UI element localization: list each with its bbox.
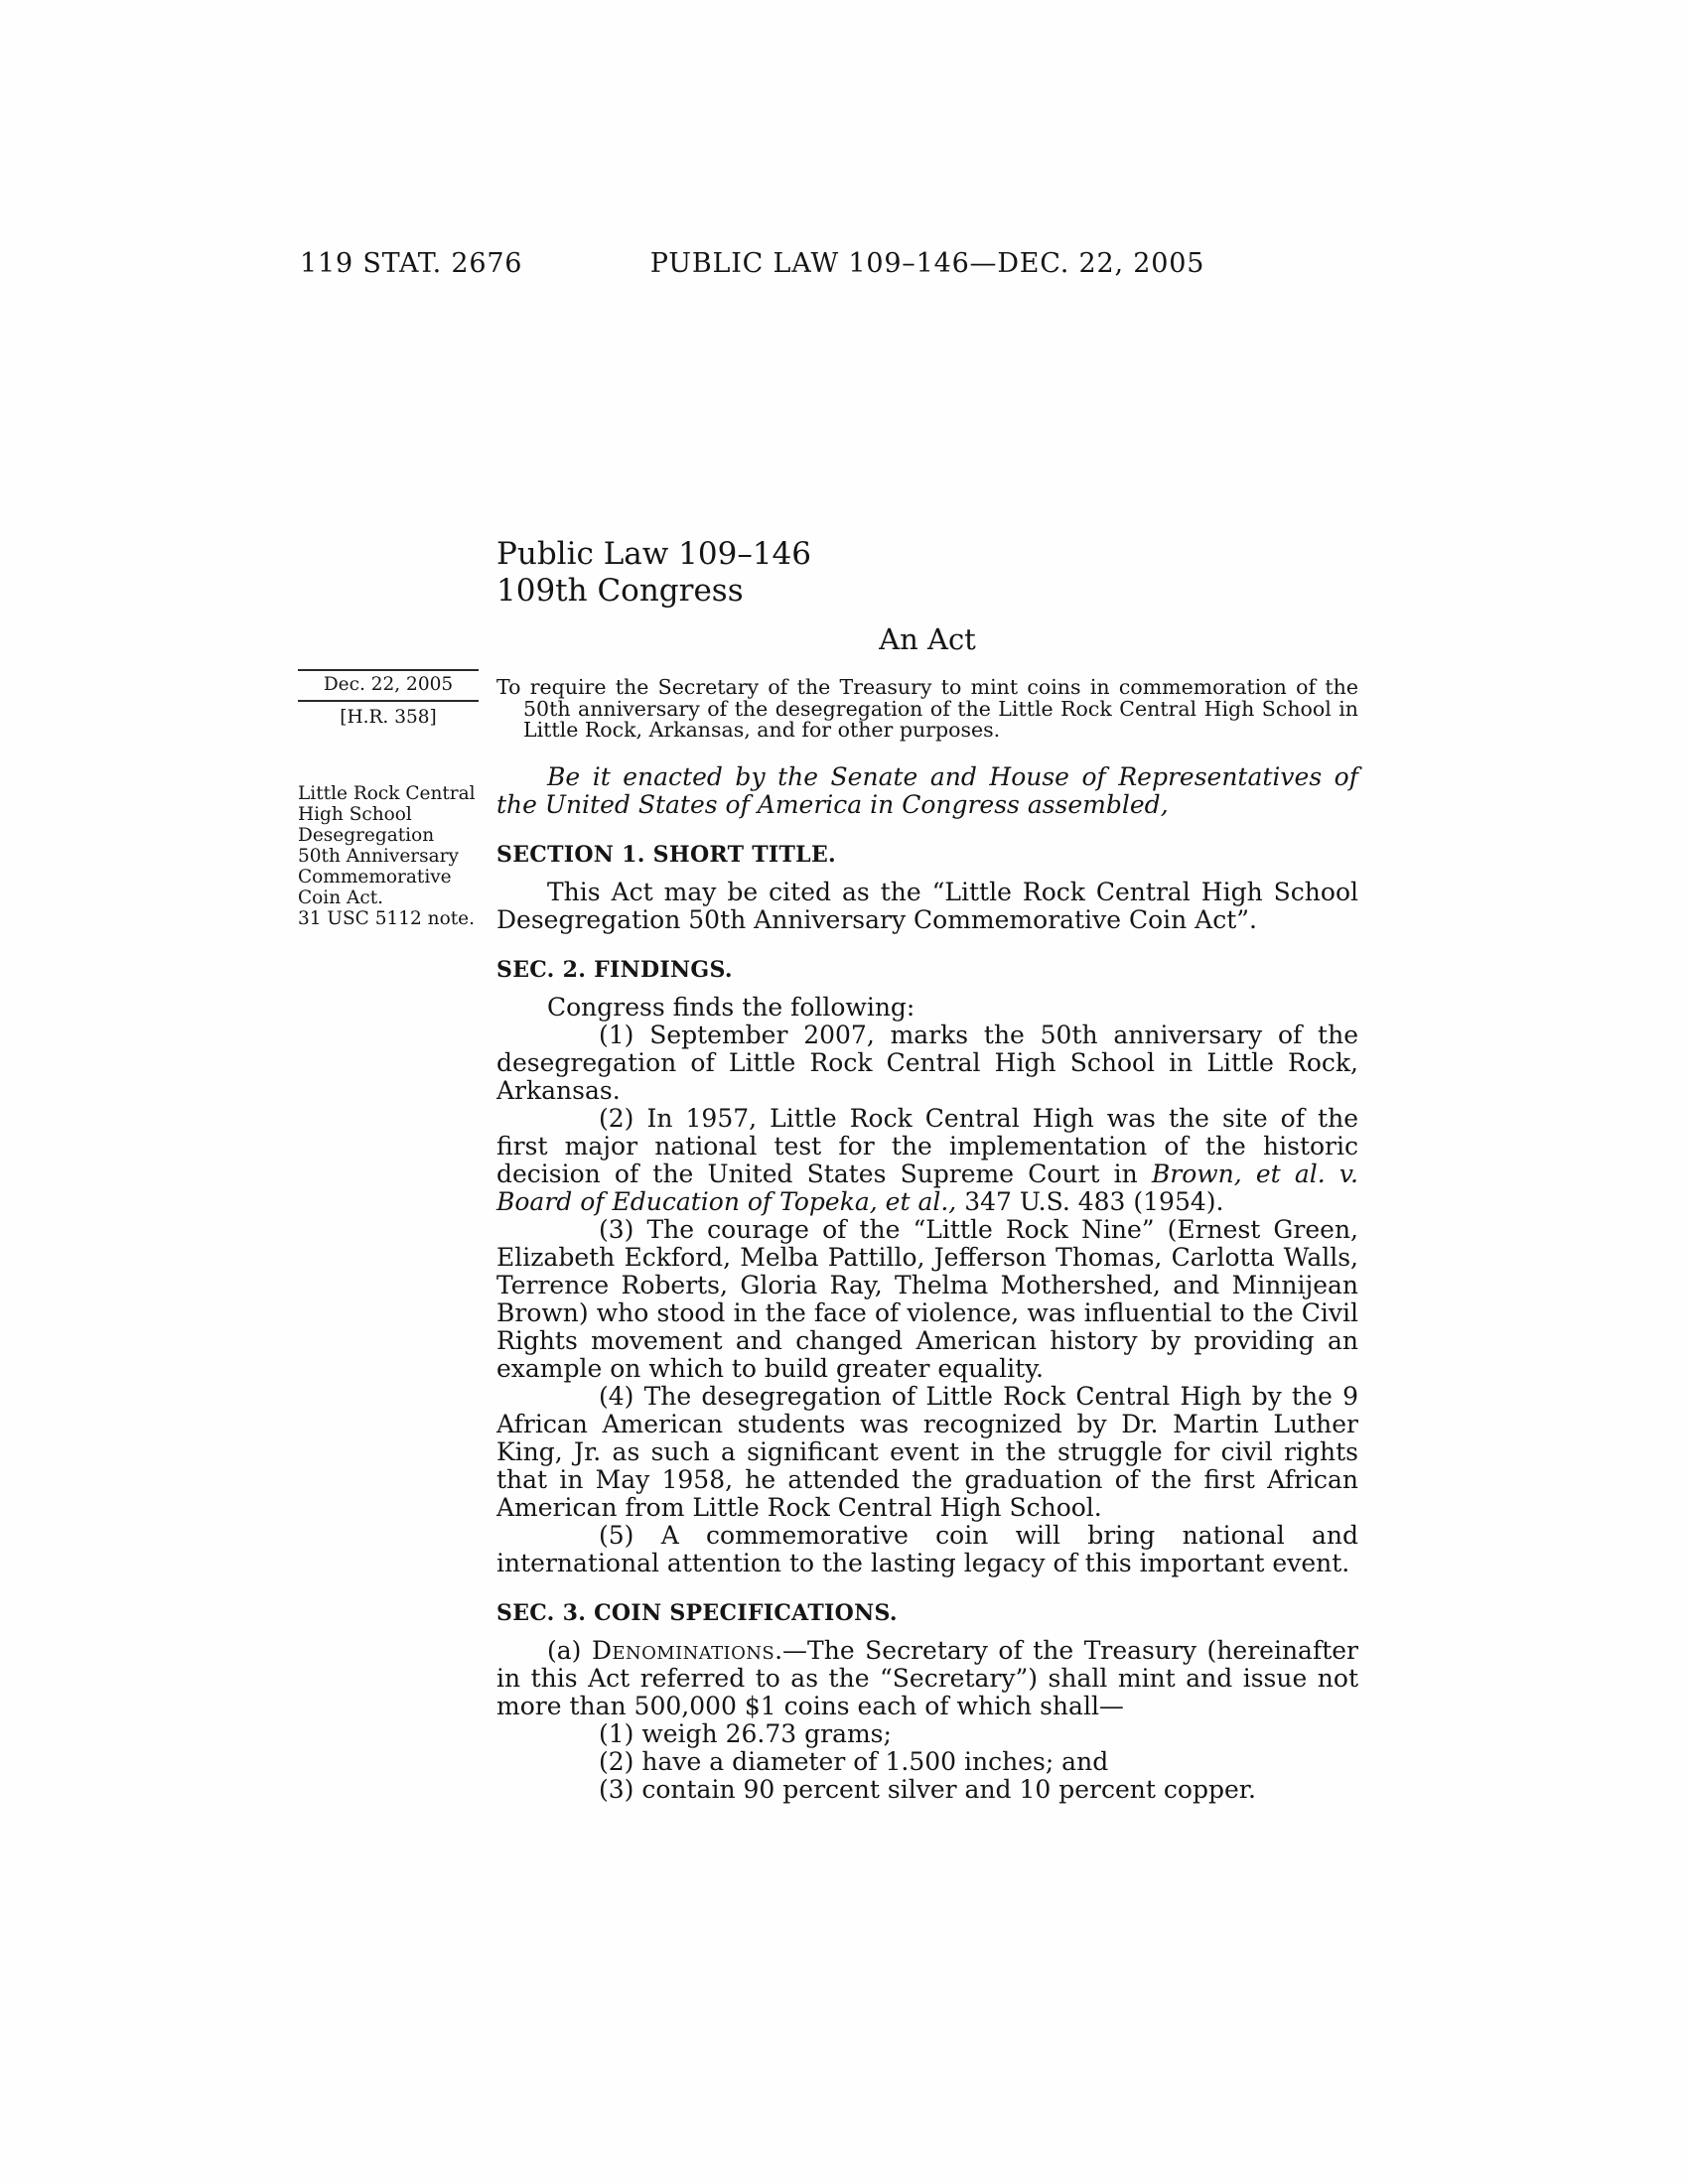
finding-5: (5) A commemorative coin will bring national and international attention to the lasting legacy of this important event.: [496, 1520, 1358, 1577]
section3-heading: SEC. 3. COIN SPECIFICATIONS.: [496, 1599, 898, 1626]
case-citation: Brown, et al. v. Board of Education of Topeka, et al.,: [496, 1159, 1358, 1216]
section2-heading: SEC. 2. FINDINGS.: [496, 956, 733, 983]
preamble: To require the Secretary of the Treasury to mint coins in commemoration of the 50th anniversary of the desegregation of the Little Rock Central High School in Little Rock, Arkansas, and for other purposes.: [496, 675, 1358, 742]
margin-date: Dec. 22, 2005: [323, 674, 454, 695]
coin-spec-weight: (1) weigh 26.73 grams;: [599, 1718, 892, 1748]
finding-2: [496, 1105, 1358, 1216]
finding-1: (1) September 2007, marks the 50th anniversary of the desegregation of Little Rock Central High School in Little Rock, Arkansas.: [496, 1020, 1358, 1105]
bill-number: [H.R. 358]: [340, 707, 437, 728]
usc-margin-note: 31 USC 5112 note.: [298, 908, 475, 929]
act-heading: An Act: [879, 622, 976, 656]
enacting-clause: Be it enacted by the Senate and House of Representatives of the United States of America in Congress assembled,: [496, 761, 1358, 819]
coin-spec-composition: (3) contain 90 percent silver and 10 percent copper.: [599, 1774, 1256, 1804]
short-title-margin-note: Little Rock Central High School Desegregation 50th Anniversary Commemorative Coin Act.: [298, 783, 476, 908]
finding-3: (3) The courage of the “Little Rock Nine” (Ernest Green, Elizabeth Eckford, Melba Pattillo, Jefferson Thomas, Carlotta Walls, Terrence Roberts, Gloria Ray, Thelma Mothershed, and Minnijean Brown) who stood in the face of violence, was influential to the Civil Rights movement and changed American history by providing an example on which to build greater equality.: [496, 1214, 1358, 1383]
running-header: PUBLIC LAW 109–146—DEC. 22, 2005: [649, 248, 1205, 279]
law-number-heading: Public Law 109–146: [496, 536, 812, 572]
coin-spec-diameter: (2) have a diameter of 1.500 inches; and: [599, 1746, 1109, 1776]
finding-4: (4) The desegregation of Little Rock Central High by the 9 African American students was recognized by Dr. Martin Luther King, Jr. as such a significant event in the struggle for civil rights that in May 1958, he attended the graduation of the first African American from Little Rock Central High School.: [496, 1381, 1358, 1522]
denominations-smallcaps: Denominations: [591, 1635, 775, 1665]
section1-text: This Act may be cited as the “Little Rock Central High School Desegregation 50th Anniversary Commemorative Coin Act”.: [496, 877, 1358, 934]
finding-2-text-post: 347 U.S. 483 (1954).: [956, 1186, 1224, 1216]
stat-page-number: 119 STAT. 2676: [300, 248, 523, 279]
subsection-a-label: (a): [547, 1635, 592, 1665]
congress-heading: 109th Congress: [496, 573, 744, 609]
section3-subsection-a: [496, 1637, 1358, 1720]
section2-lead: Congress finds the following:: [547, 992, 915, 1022]
section1-heading: SECTION 1. SHORT TITLE.: [496, 841, 836, 868]
subsection-a-text: .—The Secretary of the Treasury (hereinafter in this Act referred to as the “Secretary”) shall mint and issue not more than 500,000 $1 coins each of which shall—: [496, 1635, 1359, 1720]
law-text-column: [496, 536, 1358, 1804]
margin-notes-column: [298, 669, 479, 929]
finding-2-text-pre: (2) In 1957, Little Rock Central High was the site of the first major national test for the implementation of the historic decision of the United States Supreme Court in: [496, 1103, 1358, 1188]
